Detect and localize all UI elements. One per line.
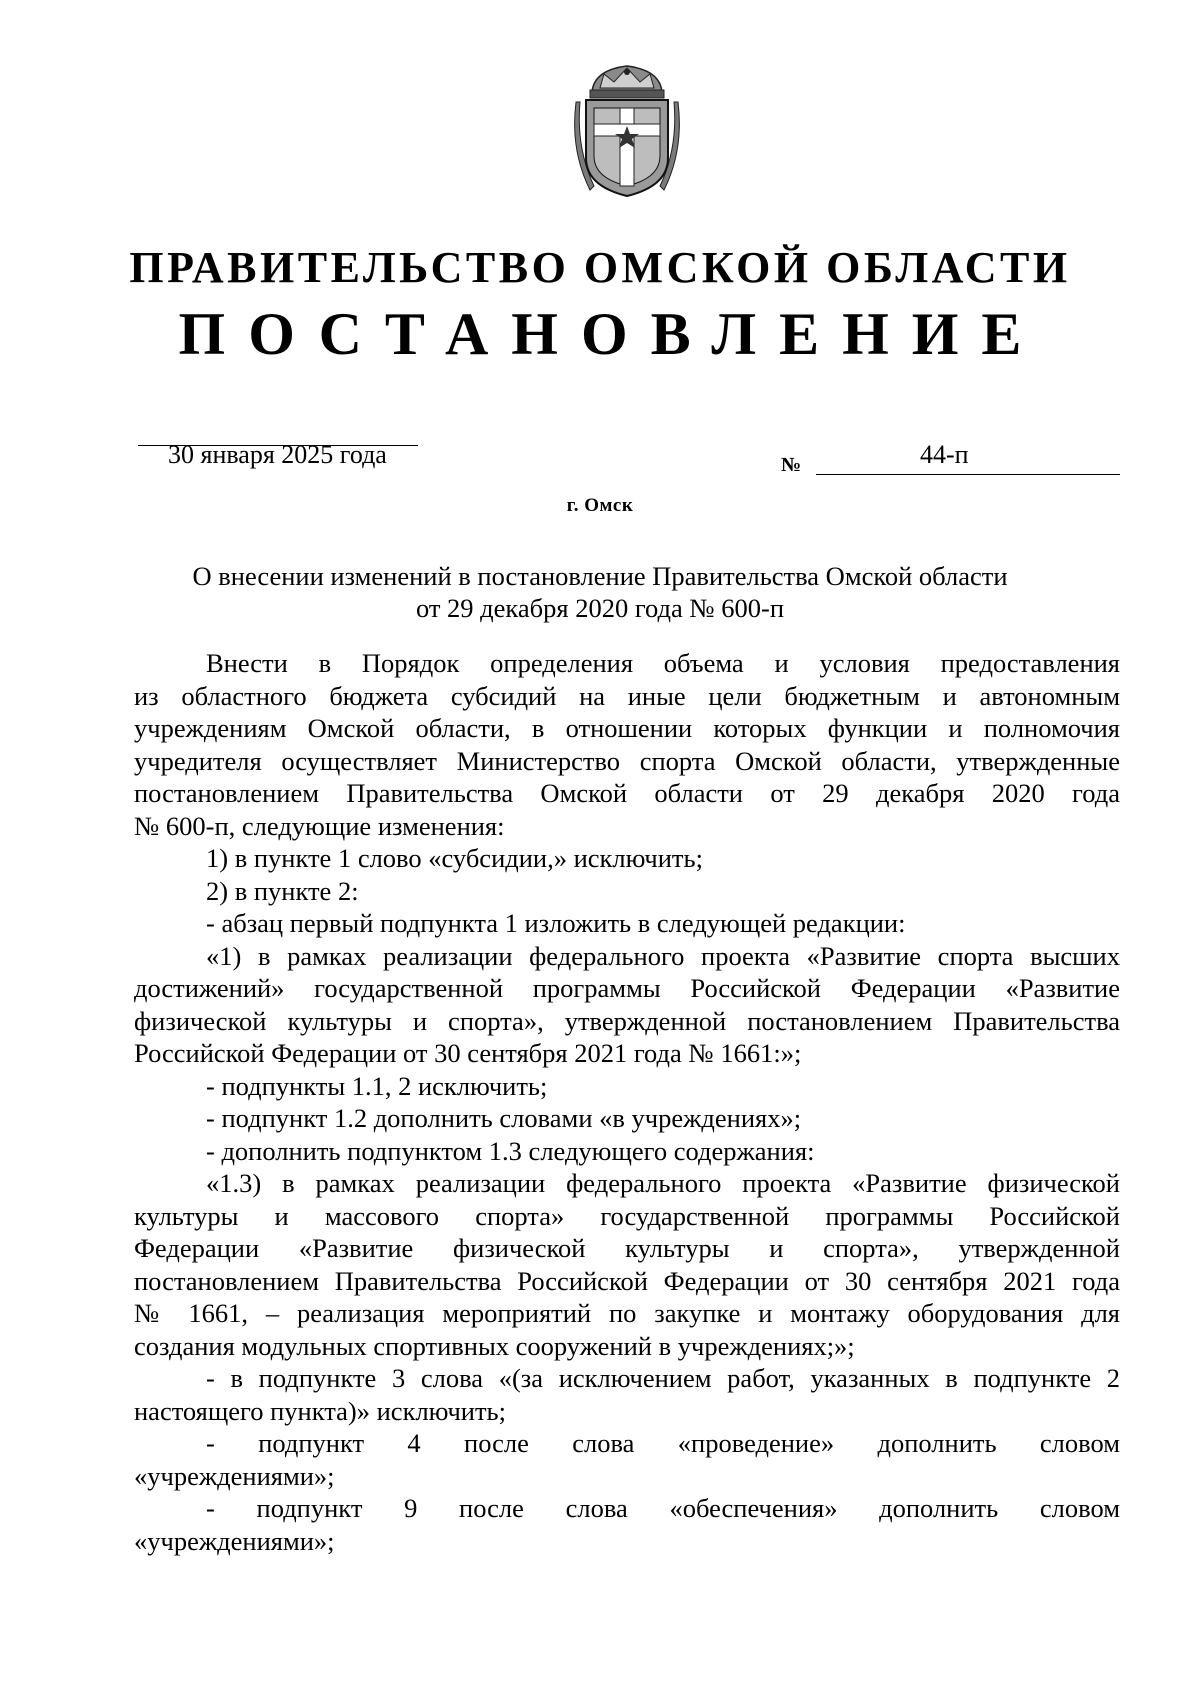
body-line: создания модульных спортивных сооружений в учреждениях;»; [134, 1330, 855, 1361]
body-line: Внести в Порядок определения объема и условия предоставления [206, 648, 1120, 678]
body-line: настоящего пункта)» исключить; [134, 1395, 506, 1426]
document-body [134, 647, 1120, 1557]
body-line: - в подпункте 3 слова «(за исключением работ, указанных в подпункте 2 [206, 1363, 1120, 1393]
body-line: - подпункт 4 после слова «проведение» дополнить словом [206, 1428, 1120, 1458]
body-line: 1) в пункте 1 слово «субсидии,» исключить; [206, 843, 703, 873]
body-line: 2) в пункте 2: [206, 875, 359, 906]
body-line: Федерации «Развитие физической культуры и спорта», утвержденной [134, 1233, 1120, 1263]
heading-line: О внесении изменений в постановление Правительства Омской области [192, 561, 1008, 591]
document-number: 44-п [920, 440, 969, 469]
number-underline [816, 474, 1120, 475]
body-line: - дополнить подпунктом 1.3 следующего содержания: [206, 1135, 815, 1166]
body-line: достижений» государственной программы Российской Федерации «Развитие [134, 973, 1120, 1003]
body-line: - подпункт 1.2 дополнить словами «в учреждениях»; [206, 1103, 802, 1133]
document-date: 30 января 2025 года [168, 440, 387, 469]
body-line: - подпункт 9 после слова «обеспечения» дополнить словом [206, 1493, 1120, 1523]
body-line: № 1661, – реализация мероприятий по закупке и монтажу оборудования для [134, 1298, 1120, 1328]
body-line: № 600-п, следующие изменения: [134, 810, 505, 841]
omsk-oblast-coat-of-arms-icon [574, 58, 680, 198]
city: г. Омск [566, 495, 634, 516]
body-line: постановлением Правительства Российской Федерации от 30 сентября 2021 года [134, 1265, 1120, 1296]
body-line: Российской Федерации от 30 сентября 2021 года № 1661:»; [134, 1038, 802, 1068]
body-line: «1.3) в рамках реализации федерального проекта «Развитие физической [206, 1168, 1120, 1198]
body-line: физической культуры и спорта», утвержденной постановлением Правительства [134, 1005, 1120, 1036]
number-label: № [781, 454, 802, 476]
body-line: культуры и массового спорта» государственной программы Российской [134, 1200, 1120, 1231]
body-line: из областного бюджета субсидий на иные цели бюджетным и автономным [134, 680, 1120, 711]
body-line: «1) в рамках реализации федерального проекта «Развитие спорта высших [206, 940, 1120, 971]
body-line: «учреждениями»; [134, 1460, 335, 1491]
org-title: ПРАВИТЕЛЬСТВО ОМСКОЙ ОБЛАСТИ [129, 243, 1071, 292]
heading-line: от 29 декабря 2020 года № 600-п [415, 593, 785, 623]
body-line: учредителя осуществляет Министерство спорта Омской области, утвержденные [134, 745, 1120, 776]
body-line: - подпункты 1.1, 2 исключить; [206, 1070, 548, 1101]
document-type: ПОСТАНОВЛЕНИЕ [178, 301, 1045, 367]
document-heading [130, 560, 1070, 624]
body-line: учреждениям Омской области, в отношении которых функции и полномочия [134, 713, 1120, 743]
body-line: - абзац первый подпункта 1 изложить в следующей редакции: [206, 908, 906, 938]
body-line: постановлением Правительства Омской области от 29 декабря 2020 года [134, 778, 1120, 808]
body-line: «учреждениями»; [134, 1525, 335, 1556]
